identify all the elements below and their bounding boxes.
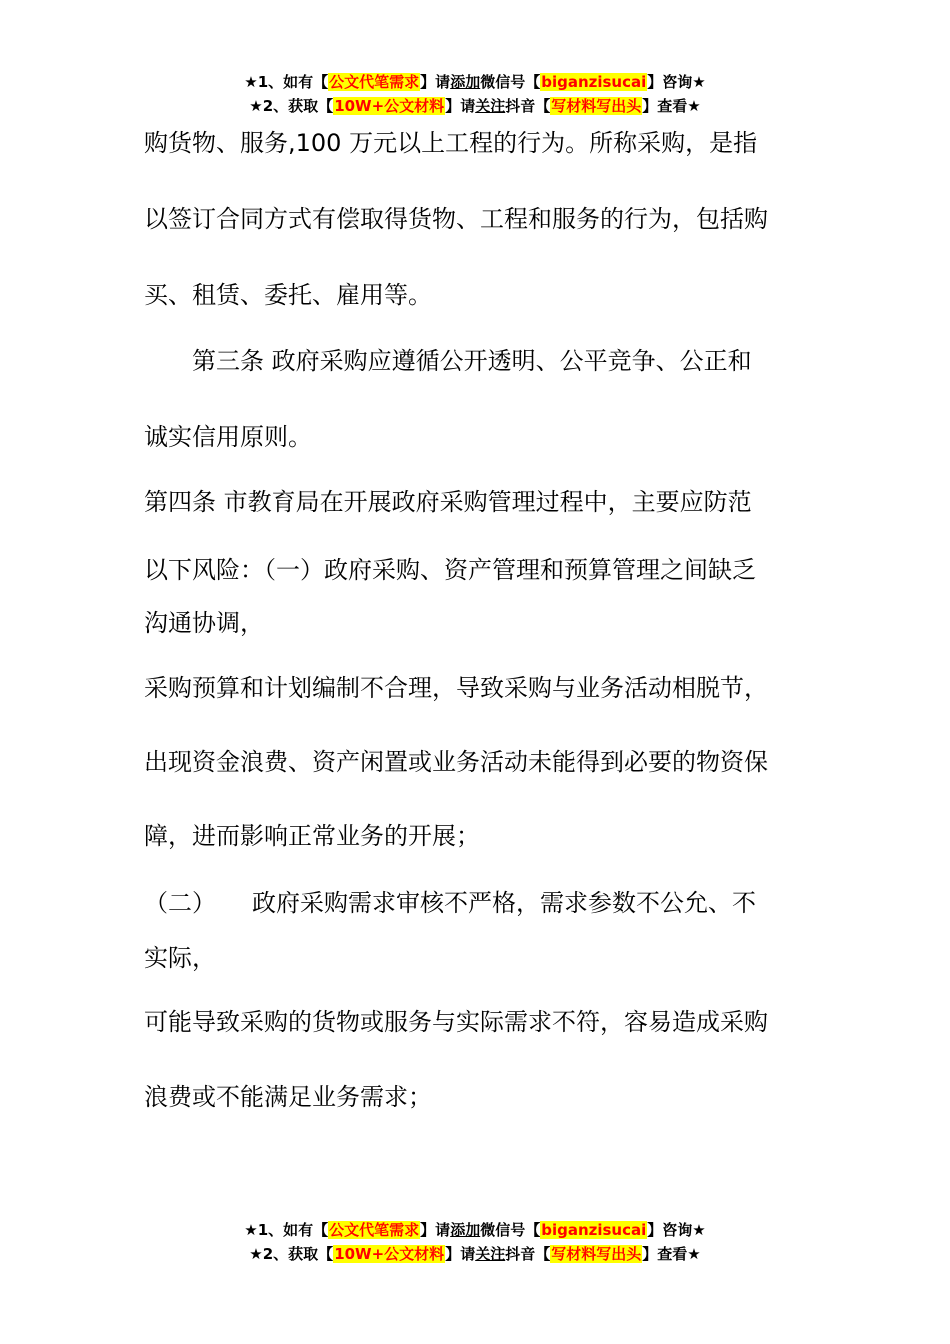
- body-line-7: 以下风险：（一）政府采购、资产管理和预算管理之间缺乏: [144, 556, 756, 584]
- banner-text: 】请: [445, 97, 476, 115]
- banner-highlight: 公文代笔需求: [329, 73, 420, 91]
- body-line-11: 障，进而影响正常业务的开展；: [144, 822, 480, 850]
- body-line-2: 以签订合同方式有偿取得货物、工程和服务的行为，包括购: [144, 205, 768, 233]
- banner-underline: 添加: [450, 73, 481, 91]
- banner-underline: 关注: [475, 97, 506, 115]
- footer-banner-line-1: [0, 1218, 950, 1242]
- banner-text: 】查看★: [642, 97, 701, 115]
- banner-text: 微信号【: [480, 73, 541, 91]
- body-line-14: 可能导致采购的货物或服务与实际需求不符，容易造成采购: [144, 1008, 768, 1036]
- banner-text: 】咨询★: [647, 73, 706, 91]
- banner-highlight: biganzisucai: [541, 1221, 647, 1239]
- banner-highlight: 写材料写出头: [551, 97, 642, 115]
- body-line-10: 出现资金浪费、资产闲置或业务活动未能得到必要的物资保: [144, 748, 768, 776]
- body-line-13: 实际，: [144, 944, 216, 972]
- header-banner: [0, 70, 950, 118]
- banner-text: 】请: [445, 1245, 476, 1263]
- banner-text: 微信号【: [480, 1221, 541, 1239]
- banner-text: 抖音【: [505, 1245, 551, 1263]
- banner-underline: 添加: [450, 1221, 481, 1239]
- header-banner-line-2: [0, 94, 950, 118]
- header-banner-line-1: [0, 70, 950, 94]
- banner-text: ★2、获取【: [249, 97, 334, 115]
- body-line-8: 沟通协调，: [144, 609, 264, 637]
- banner-text: 抖音【: [505, 97, 551, 115]
- banner-highlight: 10W+公文材料: [334, 97, 445, 115]
- banner-highlight: 写材料写出头: [551, 1245, 642, 1263]
- banner-highlight: 公文代笔需求: [329, 1221, 420, 1239]
- banner-text: ★1、如有【: [244, 73, 329, 91]
- banner-highlight: 10W+公文材料: [334, 1245, 445, 1263]
- banner-highlight: biganzisucai: [541, 73, 647, 91]
- body-line-15: 浪费或不能满足业务需求；: [144, 1083, 432, 1111]
- banner-text: ★1、如有【: [244, 1221, 329, 1239]
- body-line-9: 采购预算和计划编制不合理，导致采购与业务活动相脱节，: [144, 674, 768, 702]
- banner-text: 】请: [420, 73, 451, 91]
- footer-banner: [0, 1218, 950, 1266]
- banner-text: 】请: [420, 1221, 451, 1239]
- body-line-3: 买、租赁、委托、雇用等。: [144, 281, 432, 309]
- body-line-4: 第三条 政府采购应遵循公开透明、公平竞争、公正和: [144, 347, 752, 375]
- banner-text: ★2、获取【: [249, 1245, 334, 1263]
- banner-text: 】查看★: [642, 1245, 701, 1263]
- body-line-5: 诚实信用原则。: [144, 423, 312, 451]
- footer-banner-line-2: [0, 1242, 950, 1266]
- banner-text: 】咨询★: [647, 1221, 706, 1239]
- body-line-1: 购货物、服务,100 万元以上工程的行为。所称采购，是指: [144, 129, 758, 157]
- body-line-6: 第四条 市教育局在开展政府采购管理过程中，主要应防范: [144, 488, 752, 516]
- banner-underline: 关注: [475, 1245, 506, 1263]
- body-line-12: （二） 政府采购需求审核不严格，需求参数不公允、不: [144, 889, 756, 917]
